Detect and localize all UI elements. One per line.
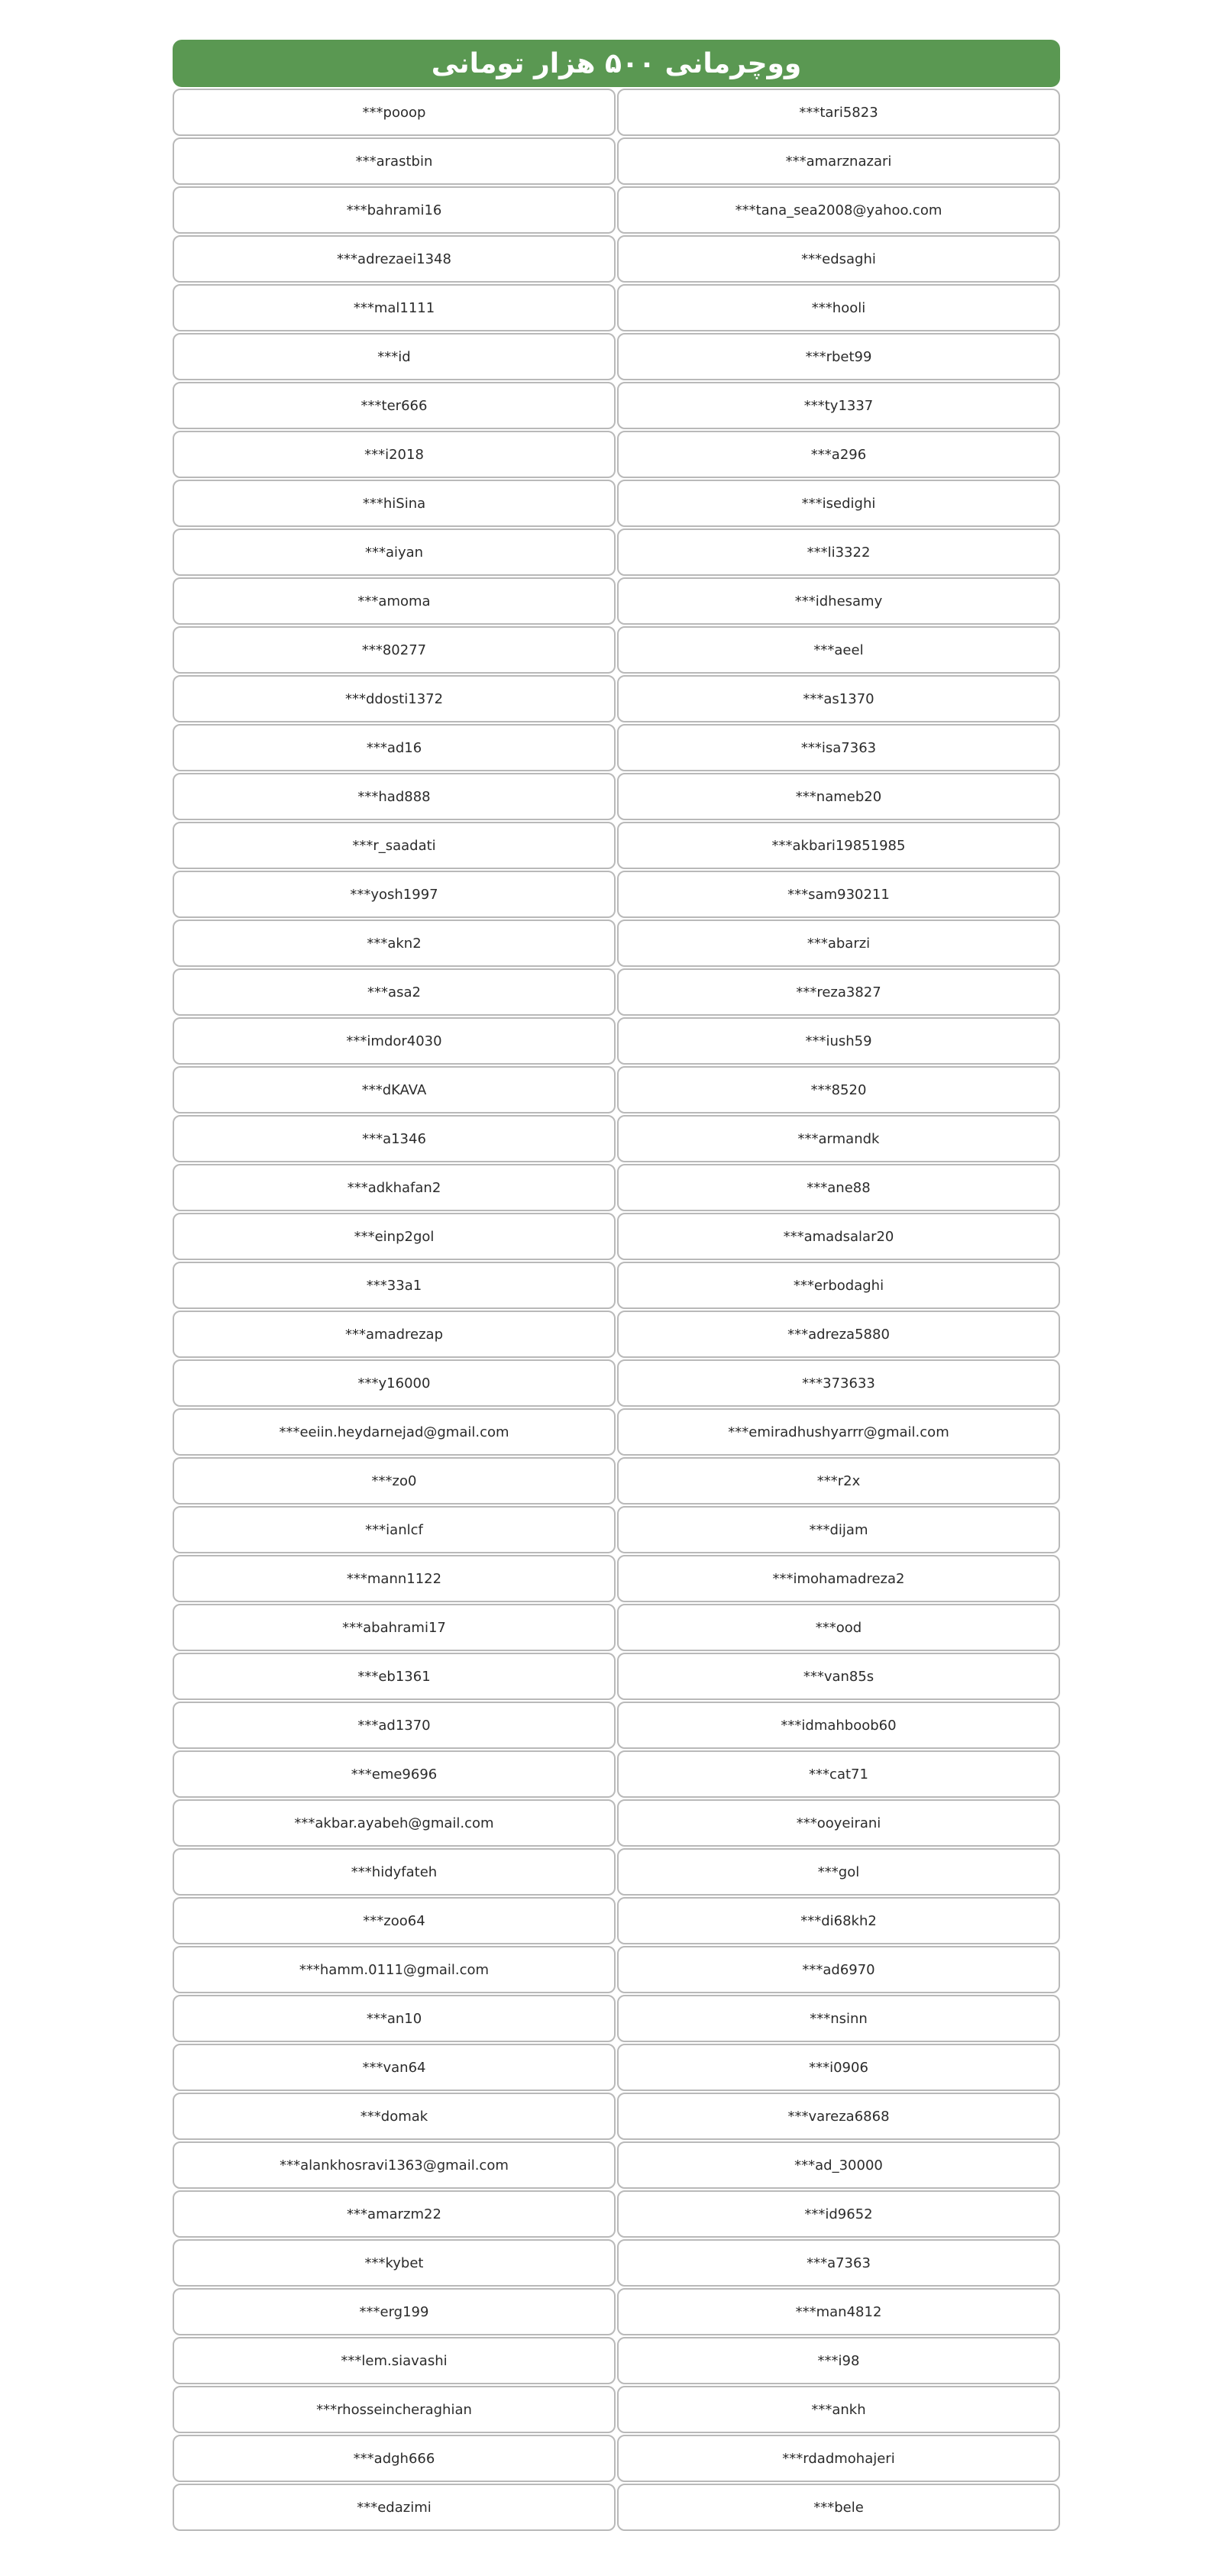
username-cell-right: ***id9652 [617,2190,1060,2238]
username-cell-left: ***bahrami16 [173,186,616,234]
username-cell-left: ***zoo64 [173,1897,616,1944]
username-cell-left: ***asa2 [173,968,616,1016]
table-row [173,2190,1060,2239]
username-cell-right: ***nameb20 [617,773,1060,820]
username-cell-right: ***cat71 [617,1750,1060,1798]
table-row [173,480,1060,528]
username-cell-left: ***ad16 [173,724,616,771]
table-row [173,2337,1060,2386]
table-row [173,528,1060,577]
username-cell-right: ***rbet99 [617,333,1060,380]
username-cell-right: ***van85s [617,1653,1060,1700]
username-cell-left: ***pooop [173,89,616,136]
table-row [173,431,1060,480]
username-cell-left: ***kybet [173,2239,616,2287]
username-cell-left: ***adkhafan2 [173,1164,616,1211]
table-row [173,333,1060,382]
username-cell-left: ***a1346 [173,1115,616,1162]
username-cell-right: ***idmahboob60 [617,1702,1060,1749]
username-cell-right: ***adreza5880 [617,1311,1060,1358]
username-cell-right: ***ty1337 [617,382,1060,429]
username-cell-right: ***ooyeirani [617,1799,1060,1847]
username-cell-left: ***amoma [173,577,616,625]
username-cell-right: ***erbodaghi [617,1262,1060,1309]
table-row [173,626,1060,675]
username-cell-left: ***erg199 [173,2288,616,2335]
table-row [173,1408,1060,1457]
username-cell-left: ***akn2 [173,920,616,967]
username-cell-left: ***33a1 [173,1262,616,1309]
table-row [173,1115,1060,1164]
table-row [173,1604,1060,1653]
username-cell-right: ***di68kh2 [617,1897,1060,1944]
username-cell-right: ***armandk [617,1115,1060,1162]
table-row [173,89,1060,137]
username-cell-left: ***aiyan [173,528,616,576]
username-cell-right: ***ane88 [617,1164,1060,1211]
table-row [173,724,1060,773]
username-cell-right: ***nsinn [617,1995,1060,2042]
table-row [173,137,1060,186]
table-row [173,1017,1060,1066]
username-cell-right: ***iush59 [617,1017,1060,1065]
username-cell-right: ***ood [617,1604,1060,1651]
username-cell-left: ***mann1122 [173,1555,616,1602]
username-cell-right: ***tari5823 [617,89,1060,136]
table-row [173,1164,1060,1213]
username-cell-right: ***reza3827 [617,968,1060,1016]
username-cell-left: ***amarzm22 [173,2190,616,2238]
username-cell-right: ***emiradhushyarrr@gmail.com [617,1408,1060,1456]
table-row [173,235,1060,284]
username-cell-left: ***lem.siavashi [173,2337,616,2384]
username-cell-right: ***rdadmohajeri [617,2435,1060,2482]
table-row [173,2141,1060,2190]
username-cell-left: ***alankhosravi1363@gmail.com [173,2141,616,2189]
table-row [173,1359,1060,1408]
table-row [173,2044,1060,2093]
username-cell-left: ***arastbin [173,137,616,185]
username-cell-left: ***eme9696 [173,1750,616,1798]
table-row [173,968,1060,1017]
table-row [173,1799,1060,1848]
username-cell-left: ***yosh1997 [173,871,616,918]
table-row [173,920,1060,968]
username-cell-right: ***isedighi [617,480,1060,527]
table-row [173,1066,1060,1115]
username-cell-right: ***ad6970 [617,1946,1060,1993]
username-cell-right: ***bele [617,2484,1060,2531]
username-cell-right: ***ankh [617,2386,1060,2433]
username-cell-left: ***amadrezap [173,1311,616,1358]
username-cell-left: ***hamm.0111@gmail.com [173,1946,616,1993]
username-cell-right: ***as1370 [617,675,1060,722]
table-row [173,1311,1060,1359]
username-cell-left: ***adgh666 [173,2435,616,2482]
username-cell-left: ***edazimi [173,2484,616,2531]
table-row [173,871,1060,920]
table-row [173,1995,1060,2044]
table-row [173,822,1060,871]
username-cell-left: ***r_saadati [173,822,616,869]
table-row [173,1946,1060,1995]
username-cell-left: ***an10 [173,1995,616,2042]
username-cell-right: ***idhesamy [617,577,1060,625]
table-row [173,1457,1060,1506]
username-cell-right: ***dijam [617,1506,1060,1553]
username-cell-left: ***adrezaei1348 [173,235,616,283]
username-cell-right: ***ad_30000 [617,2141,1060,2189]
username-cell-left: ***ianlcf [173,1506,616,1553]
table-row [173,2484,1060,2532]
username-cell-left: ***abahrami17 [173,1604,616,1651]
table-row [173,1653,1060,1702]
username-cell-left: ***eb1361 [173,1653,616,1700]
username-cell-right: ***sam930211 [617,871,1060,918]
username-cell-right: ***man4812 [617,2288,1060,2335]
username-cell-left: ***had888 [173,773,616,820]
username-cell-left: ***einp2gol [173,1213,616,1260]
username-cell-right: ***vareza6868 [617,2093,1060,2140]
username-cell-left: ***van64 [173,2044,616,2091]
username-cell-left: ***akbar.ayabeh@gmail.com [173,1799,616,1847]
username-cell-right: ***amarznazari [617,137,1060,185]
table-row [173,1702,1060,1750]
username-cell-left: ***y16000 [173,1359,616,1407]
table-row [173,1555,1060,1604]
username-cell-left: ***i2018 [173,431,616,478]
username-cell-right: ***edsaghi [617,235,1060,283]
username-cell-left: ***ter666 [173,382,616,429]
username-cell-left: ***ad1370 [173,1702,616,1749]
table-row [173,186,1060,235]
table-row [173,2435,1060,2484]
username-cell-left: ***hiSina [173,480,616,527]
username-cell-right: ***a296 [617,431,1060,478]
table-row [173,382,1060,431]
username-cell-left: ***domak [173,2093,616,2140]
table-row [173,1897,1060,1946]
username-cell-left: ***80277 [173,626,616,674]
table-row [173,1750,1060,1799]
username-cell-left: ***ddosti1372 [173,675,616,722]
table-row [173,284,1060,333]
table-row [173,1262,1060,1311]
username-cell-left: ***id [173,333,616,380]
table-row [173,2239,1060,2288]
table-row [173,675,1060,724]
username-cell-right: ***gol [617,1848,1060,1896]
table-row [173,1506,1060,1555]
username-cell-left: ***rhosseincheraghian [173,2386,616,2433]
username-cell-right: ***i0906 [617,2044,1060,2091]
username-cell-left: ***dKAVA [173,1066,616,1113]
username-cell-right: ***hooli [617,284,1060,331]
username-cell-right: ***r2x [617,1457,1060,1505]
username-cell-right: ***li3322 [617,528,1060,576]
username-cell-left: ***zo0 [173,1457,616,1505]
table-body [173,89,1060,2532]
username-cell-right: ***aeel [617,626,1060,674]
table-row [173,1848,1060,1897]
username-cell-right: ***8520 [617,1066,1060,1113]
username-cell-right: ***amadsalar20 [617,1213,1060,1260]
voucher-winners-table [173,40,1060,2532]
username-cell-left: ***hidyfateh [173,1848,616,1896]
table-row [173,773,1060,822]
username-cell-left: ***eeiin.heydarnejad@gmail.com [173,1408,616,1456]
table-row [173,2386,1060,2435]
username-cell-right: ***isa7363 [617,724,1060,771]
table-title: ووچرمانی ۵۰۰ هزار تومانی [173,40,1060,87]
table-row [173,2288,1060,2337]
username-cell-right: ***373633 [617,1359,1060,1407]
username-cell-right: ***abarzi [617,920,1060,967]
username-cell-left: ***mal1111 [173,284,616,331]
table-row [173,1213,1060,1262]
username-cell-right: ***imohamadreza2 [617,1555,1060,1602]
table-row [173,2093,1060,2141]
username-cell-right: ***a7363 [617,2239,1060,2287]
table-row [173,577,1060,626]
username-cell-right: ***i98 [617,2337,1060,2384]
username-cell-right: ***akbari19851985 [617,822,1060,869]
username-cell-left: ***imdor4030 [173,1017,616,1065]
username-cell-right: ***tana_sea2008@yahoo.com [617,186,1060,234]
